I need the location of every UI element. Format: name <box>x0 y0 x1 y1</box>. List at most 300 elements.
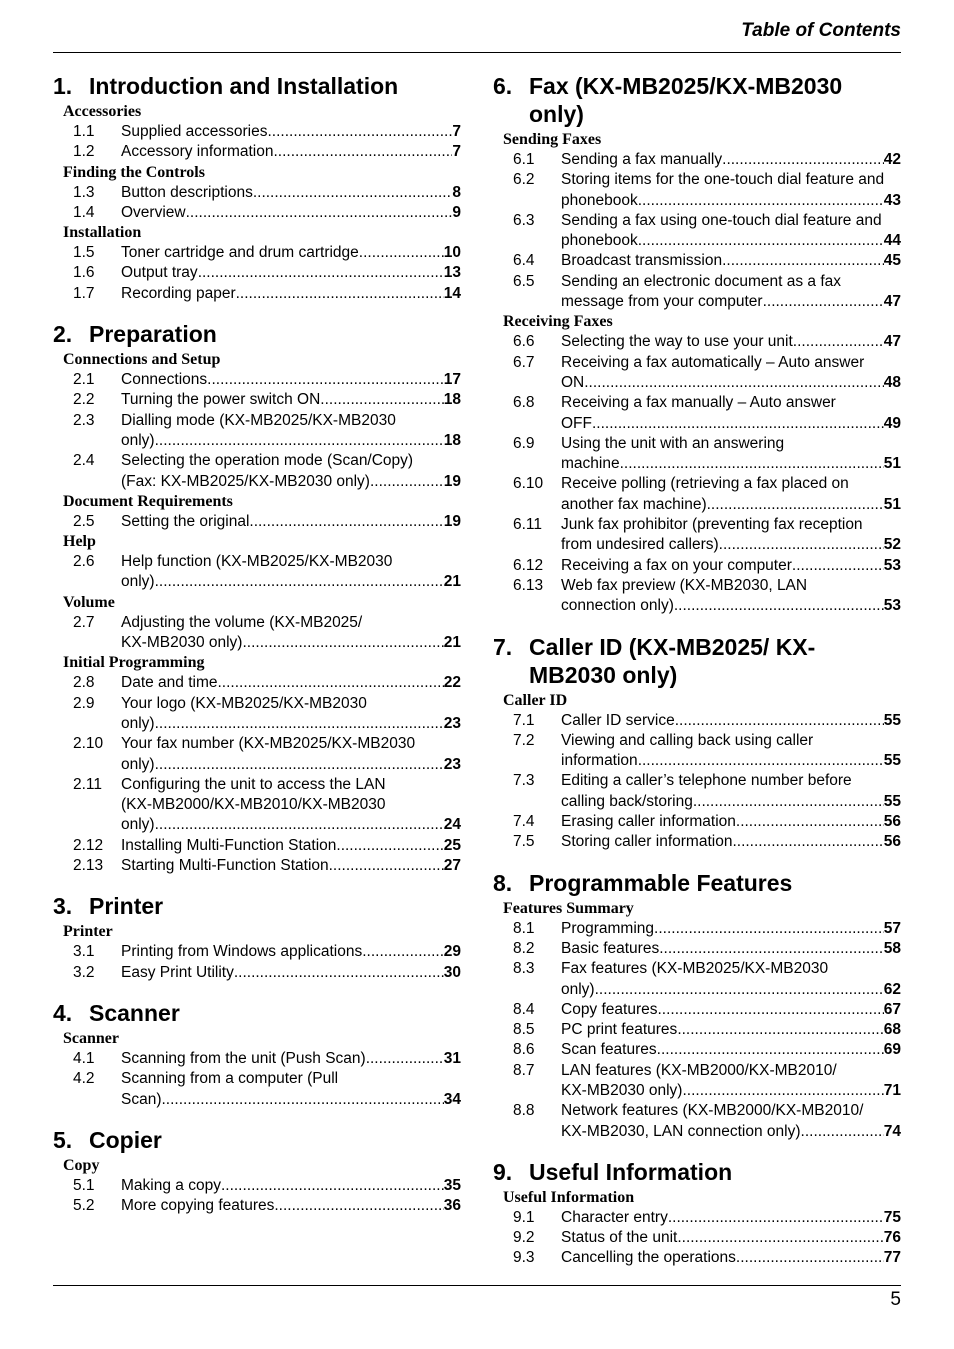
entry-number: 3.2 <box>73 963 95 981</box>
chapter-block <box>53 999 461 1110</box>
entry-body <box>561 919 901 939</box>
entry-body <box>561 515 901 556</box>
entry-number: 6.12 <box>513 556 544 574</box>
entry-page-number: 25 <box>443 836 461 854</box>
entry-title-line: Overview <box>121 203 186 221</box>
toc-entry[interactable] <box>53 1069 461 1110</box>
entry-final-line <box>121 673 461 693</box>
entry-page-number: 44 <box>883 232 901 250</box>
toc-entry[interactable] <box>493 1248 901 1268</box>
toc-entry[interactable] <box>493 434 901 475</box>
toc-entry[interactable] <box>493 771 901 812</box>
toc-entry[interactable] <box>53 836 461 856</box>
entry-title-line: KX-MB2030 only) <box>121 634 243 652</box>
entry-page-number: 19 <box>443 472 461 490</box>
entry-number: 7.1 <box>513 711 535 729</box>
toc-entry[interactable] <box>53 694 461 735</box>
entry-body <box>561 771 901 812</box>
dot-leader <box>677 1228 883 1248</box>
entry-final-line <box>561 980 901 1000</box>
toc-entry[interactable] <box>493 832 901 852</box>
entry-page-number: 14 <box>443 284 461 302</box>
entry-number: 5.2 <box>73 1197 95 1215</box>
section-group-heading: Receiving Faxes <box>503 313 613 331</box>
toc-entry[interactable] <box>493 251 901 271</box>
entry-body <box>561 1061 901 1102</box>
entry-title-line: Status of the unit <box>561 1229 678 1247</box>
entry-body <box>561 353 901 394</box>
entry-number: 2.13 <box>73 857 104 875</box>
entry-title-line: ON <box>561 373 585 391</box>
dot-leader <box>595 980 884 1000</box>
entry-title-line: Selecting the way to use your unit <box>561 333 793 351</box>
entry-number: 6.13 <box>513 576 544 594</box>
entry-body <box>561 1040 901 1060</box>
entry-body <box>561 731 901 772</box>
entry-page-number: 55 <box>883 711 901 729</box>
entry-number: 2.7 <box>73 613 95 631</box>
dot-leader <box>654 919 884 939</box>
entry-number: 8.4 <box>513 1000 535 1018</box>
toc-entry[interactable] <box>53 552 461 593</box>
dot-leader <box>249 512 443 532</box>
entry-title-line: Copy features <box>561 1000 658 1018</box>
entry-title-line: Setting the original <box>121 512 250 530</box>
dot-leader <box>620 454 884 474</box>
dot-leader <box>707 495 884 515</box>
entry-number: 2.10 <box>73 735 104 753</box>
entry-number: 2.1 <box>73 371 95 389</box>
dot-leader <box>763 292 884 312</box>
toc-entry[interactable] <box>493 1061 901 1102</box>
entry-page-number: 49 <box>883 414 901 432</box>
entry-page-number: 30 <box>443 963 461 981</box>
entry-title-line: Scanning from a computer (Pull <box>121 1070 339 1088</box>
entry-page-number: 18 <box>443 431 461 449</box>
entry-body <box>121 613 461 654</box>
chapter-number: 2. <box>53 321 73 348</box>
entry-page-number: 67 <box>883 1000 901 1018</box>
toc-entry[interactable] <box>53 390 461 410</box>
toc-entry[interactable] <box>493 170 901 211</box>
toc-entry[interactable] <box>493 919 901 939</box>
toc-entry[interactable] <box>53 613 461 654</box>
toc-entry[interactable] <box>53 263 461 283</box>
toc-entry[interactable] <box>53 512 461 532</box>
entry-title-line: Junk fax prohibitor (preventing fax reception <box>561 516 863 534</box>
dot-leader <box>362 942 444 962</box>
chapter-heading[interactable] <box>53 320 461 348</box>
dot-leader <box>366 1049 444 1069</box>
toc-entry[interactable] <box>493 731 901 772</box>
dot-leader <box>186 203 453 223</box>
entry-page-number: 51 <box>883 455 901 473</box>
entry-body <box>121 451 461 492</box>
entry-page-number: 42 <box>883 151 901 168</box>
chapter-title: Fax (KX-MB2025/KX-MB2030 only) <box>529 73 843 127</box>
entry-number: 7.5 <box>513 833 535 851</box>
entry-page-number: 51 <box>883 495 901 513</box>
entry-title-line: Dialling mode (KX-MB2025/KX-MB2030 <box>121 411 396 429</box>
entry-number: 2.3 <box>73 411 95 429</box>
entry-number: 2.12 <box>73 836 104 854</box>
entry-body <box>121 122 461 142</box>
toc-entry[interactable] <box>53 734 461 775</box>
entry-number: 2.6 <box>73 553 95 571</box>
entry-final-line <box>561 292 901 312</box>
entry-title-line: Basic features <box>561 939 660 957</box>
entry-final-line <box>121 1090 461 1110</box>
dot-leader <box>207 370 444 390</box>
chapter-block <box>53 72 461 304</box>
entry-page-number: 34 <box>443 1090 461 1108</box>
entry-final-line <box>121 142 461 162</box>
entry-page-number: 9 <box>452 203 461 221</box>
toc-entry[interactable] <box>53 1049 461 1069</box>
chapter-title: Printer <box>89 893 164 920</box>
chapter-block <box>493 1158 901 1269</box>
entry-body <box>121 963 461 983</box>
toc-entry[interactable] <box>53 411 461 452</box>
dot-leader <box>273 142 452 162</box>
toc-entry[interactable] <box>493 393 901 434</box>
entry-page-number: 52 <box>883 536 901 554</box>
toc-entry[interactable] <box>493 1040 901 1060</box>
entry-title-line: Making a copy <box>121 1176 221 1194</box>
entry-page-number: 13 <box>443 264 461 282</box>
entry-body <box>561 393 901 434</box>
toc-entry[interactable] <box>53 122 461 142</box>
dot-leader <box>155 815 444 835</box>
entry-final-line <box>121 963 461 983</box>
entry-title-line: KX-MB2030, LAN connection only) <box>561 1122 801 1140</box>
entry-final-line <box>121 183 461 203</box>
toc-entry[interactable] <box>493 576 901 617</box>
entry-body <box>561 170 901 211</box>
entry-page-number: 43 <box>883 191 901 209</box>
entry-final-line <box>561 1122 901 1142</box>
entry-page-number: 48 <box>883 373 901 391</box>
toc-entry[interactable] <box>53 673 461 693</box>
entry-title-line: (KX-MB2000/KX-MB2010/KX-MB2030 <box>121 796 386 814</box>
entry-number: 4.2 <box>73 1070 95 1088</box>
chapter-block <box>53 320 461 876</box>
toc-entry[interactable] <box>493 812 901 832</box>
entry-body <box>121 673 461 693</box>
entry-body <box>561 150 901 170</box>
entry-title-line: Scan features <box>561 1041 657 1059</box>
toc-entry[interactable] <box>493 959 901 1000</box>
toc-entry[interactable] <box>493 150 901 170</box>
entry-number: 6.3 <box>513 211 535 229</box>
entry-body <box>121 284 461 304</box>
dot-leader <box>242 633 443 653</box>
entry-title-line: Editing a caller’s telephone number before <box>561 772 852 790</box>
chapter-heading[interactable] <box>53 1126 461 1154</box>
entry-body <box>121 243 461 263</box>
section-group-heading: Connections and Setup <box>63 351 221 369</box>
entry-final-line <box>561 832 901 852</box>
entry-final-line <box>561 454 901 474</box>
entry-page-number: 21 <box>443 634 461 652</box>
entry-number: 1.3 <box>73 183 95 201</box>
entry-final-line <box>121 1196 461 1216</box>
entry-title-line: Storing items for the one-touch dial feature and <box>561 171 885 189</box>
entry-final-line <box>561 556 901 576</box>
dot-leader <box>638 231 884 251</box>
toc-entry[interactable] <box>53 183 461 203</box>
section-group-heading: Features Summary <box>503 899 634 917</box>
entry-final-line <box>561 251 901 271</box>
dot-leader <box>253 183 453 203</box>
entry-body <box>121 390 461 410</box>
entry-body <box>561 576 901 617</box>
entry-page-number: 29 <box>443 943 461 961</box>
chapter-title: Introduction and Installation <box>89 73 399 99</box>
entry-number: 8.3 <box>513 960 535 978</box>
entry-final-line <box>561 414 901 434</box>
section-group-heading: Finding the Controls <box>63 163 205 181</box>
toc-entry[interactable] <box>493 939 901 959</box>
section-group-heading: Caller ID <box>503 691 568 709</box>
chapter-heading[interactable] <box>53 72 461 100</box>
toc-entry[interactable] <box>53 775 461 836</box>
entry-body <box>561 1000 901 1020</box>
entry-title-line: only) <box>121 714 155 732</box>
dot-leader <box>693 792 884 812</box>
dot-leader <box>584 373 884 393</box>
entry-number: 2.8 <box>73 674 95 692</box>
entry-body <box>561 711 901 731</box>
entry-title-line: Output tray <box>121 264 198 282</box>
entry-final-line <box>561 1020 901 1040</box>
entry-final-line <box>561 812 901 832</box>
toc-entry[interactable] <box>493 211 901 252</box>
dot-leader <box>234 963 444 983</box>
chapter-heading[interactable] <box>493 633 901 689</box>
entry-title-line: only) <box>561 980 595 998</box>
entry-number: 9.1 <box>513 1208 535 1226</box>
entry-final-line <box>561 919 901 939</box>
entry-final-line <box>121 856 461 876</box>
toc-entry[interactable] <box>493 353 901 394</box>
section-group-heading: Document Requirements <box>63 492 233 510</box>
entry-title-line: phonebook <box>561 232 638 250</box>
dot-leader <box>336 836 443 856</box>
entry-page-number: 22 <box>443 674 461 692</box>
entry-title-line: Help function (KX-MB2025/KX-MB2030 <box>121 553 393 571</box>
entry-page-number: 75 <box>883 1208 901 1226</box>
toc-entry[interactable] <box>493 332 901 352</box>
entry-number: 1.2 <box>73 143 95 161</box>
dot-leader <box>677 1020 883 1040</box>
toc-entry[interactable] <box>493 556 901 576</box>
entry-body <box>561 832 901 852</box>
entry-page-number: 10 <box>443 244 461 262</box>
entry-title-line: Supplied accessories <box>121 123 268 140</box>
toc-entry[interactable] <box>53 1176 461 1196</box>
entry-final-line <box>121 284 461 304</box>
entry-page-number: 56 <box>883 813 901 831</box>
entry-title-line: information <box>561 752 638 770</box>
chapter-heading[interactable] <box>53 999 461 1027</box>
entry-title-line: (Fax: KX-MB2025/KX-MB2030 only) <box>121 472 370 490</box>
section-group-heading: Volume <box>63 593 115 611</box>
dot-leader <box>792 556 884 576</box>
footer-divider <box>53 1285 901 1286</box>
toc-entry[interactable] <box>53 856 461 876</box>
entry-body <box>561 332 901 352</box>
chapter-heading[interactable] <box>493 72 901 128</box>
entry-final-line <box>561 939 901 959</box>
toc-entry[interactable] <box>493 1020 901 1040</box>
entry-final-line <box>561 332 901 352</box>
entry-body <box>561 1248 901 1268</box>
entry-title-line: KX-MB2030 only) <box>561 1081 683 1099</box>
entry-title-line: Your logo (KX-MB2025/KX-MB2030 <box>121 694 367 712</box>
entry-page-number: 45 <box>883 252 901 270</box>
entry-body <box>561 556 901 576</box>
entry-final-line <box>121 942 461 962</box>
entry-body <box>121 411 461 452</box>
entry-title-line: Receive polling (retrieving a fax placed on <box>561 475 849 493</box>
chapter-block <box>53 892 461 983</box>
chapter-number: 7. <box>493 633 513 660</box>
entry-number: 2.11 <box>73 775 103 793</box>
entry-body <box>121 836 461 856</box>
entry-final-line <box>561 495 901 515</box>
entry-page-number: 62 <box>883 980 901 998</box>
entry-number: 5.1 <box>73 1176 95 1194</box>
entry-body <box>121 552 461 593</box>
dot-leader <box>657 1040 884 1060</box>
dot-leader <box>155 431 444 451</box>
dot-leader <box>675 711 884 731</box>
entry-final-line <box>561 1000 901 1020</box>
entry-title-line: Using the unit with an answering <box>561 434 785 452</box>
header-divider <box>53 52 901 53</box>
chapter-number: 8. <box>493 869 513 896</box>
entry-final-line <box>121 243 461 263</box>
chapter-block <box>493 72 901 617</box>
entry-number: 1.6 <box>73 264 95 282</box>
chapter-block <box>493 869 901 1142</box>
entry-number: 1.7 <box>73 284 95 302</box>
toc-entry[interactable] <box>53 203 461 223</box>
entry-page-number: 53 <box>883 556 901 574</box>
entry-page-number: 24 <box>443 816 461 834</box>
entry-final-line <box>121 714 461 734</box>
dot-leader <box>155 714 444 734</box>
toc-entry[interactable] <box>493 1000 901 1020</box>
chapter-number: 6. <box>493 73 513 99</box>
entry-number: 3.1 <box>73 943 95 961</box>
entry-body <box>561 1020 901 1040</box>
toc-entry[interactable] <box>53 1196 461 1216</box>
section-group-heading: Sending Faxes <box>503 131 602 148</box>
entry-page-number: 68 <box>883 1021 901 1039</box>
dot-leader <box>155 755 444 775</box>
toc-entry[interactable] <box>493 474 901 515</box>
toc-entry[interactable] <box>53 243 461 263</box>
chapter-number: 9. <box>493 1158 513 1185</box>
entry-title-line: another fax machine) <box>561 495 707 513</box>
section-group-heading: Accessories <box>63 103 142 120</box>
entry-page-number: 8 <box>452 183 461 201</box>
dot-leader <box>236 284 444 304</box>
entry-final-line <box>561 1208 901 1228</box>
dot-leader <box>267 122 452 142</box>
toc-entry[interactable] <box>53 963 461 983</box>
toc-entry[interactable] <box>493 1228 901 1248</box>
entry-title-line: Scan) <box>121 1090 162 1108</box>
entry-page-number: 74 <box>883 1122 901 1140</box>
entry-page-number: 76 <box>883 1229 901 1247</box>
entry-body <box>561 434 901 475</box>
dot-leader <box>719 535 884 555</box>
toc-entry[interactable] <box>493 515 901 556</box>
toc-entry[interactable] <box>493 1208 901 1228</box>
entry-number: 8.8 <box>513 1102 535 1120</box>
toc-entry[interactable] <box>53 942 461 962</box>
dot-leader <box>359 243 444 263</box>
entry-title-line: phonebook <box>561 191 638 209</box>
entry-final-line <box>561 150 901 170</box>
entry-final-line <box>121 203 461 223</box>
entry-number: 6.1 <box>513 151 535 168</box>
entry-title-line: Cancelling the operations <box>561 1249 736 1267</box>
chapter-heading[interactable] <box>493 1158 901 1186</box>
dot-leader <box>801 1122 884 1142</box>
entry-number: 2.5 <box>73 512 95 530</box>
toc-entry[interactable] <box>53 370 461 390</box>
entry-title-line: message from your computer <box>561 293 763 311</box>
toc-entry[interactable] <box>53 284 461 304</box>
toc-entry[interactable] <box>493 711 901 731</box>
entry-page-number: 55 <box>883 792 901 810</box>
entry-title-line: Connections <box>121 371 208 389</box>
toc-entry[interactable] <box>493 1101 901 1142</box>
entry-final-line <box>121 1176 461 1196</box>
entry-title-line: Configuring the unit to access the LAN <box>121 775 386 793</box>
entry-number: 4.1 <box>73 1049 95 1067</box>
chapter-heading[interactable] <box>53 892 461 920</box>
entry-title-line: Selecting the operation mode (Scan/Copy) <box>121 452 414 470</box>
entry-title-line: Receiving a fax manually – Auto answer <box>561 394 836 412</box>
entry-number: 2.4 <box>73 452 95 470</box>
toc-entry[interactable] <box>493 272 901 313</box>
entry-title-line: Receiving a fax on your computer <box>561 556 792 574</box>
entry-number: 6.5 <box>513 272 535 290</box>
entry-title-line: PC print features <box>561 1021 678 1039</box>
chapter-title: Copier <box>89 1126 162 1153</box>
toc-entry[interactable] <box>53 142 461 162</box>
section-group-heading: Printer <box>63 923 113 941</box>
toc-entry[interactable] <box>53 451 461 492</box>
entry-title-line: Adjusting the volume (KX-MB2025/ <box>121 613 363 631</box>
entry-title-line: only) <box>121 431 155 449</box>
entry-title-line: connection only) <box>561 597 674 615</box>
entry-title-line: Starting Multi-Function Station <box>121 857 329 875</box>
dot-leader <box>370 472 444 492</box>
entry-title-line: Caller ID service <box>561 711 675 729</box>
dot-leader <box>722 150 884 170</box>
entry-title-line: OFF <box>561 414 592 432</box>
section-group-heading: Scanner <box>63 1029 119 1047</box>
chapter-heading[interactable] <box>493 869 901 897</box>
entry-final-line <box>121 572 461 592</box>
entry-page-number: 55 <box>883 752 901 770</box>
